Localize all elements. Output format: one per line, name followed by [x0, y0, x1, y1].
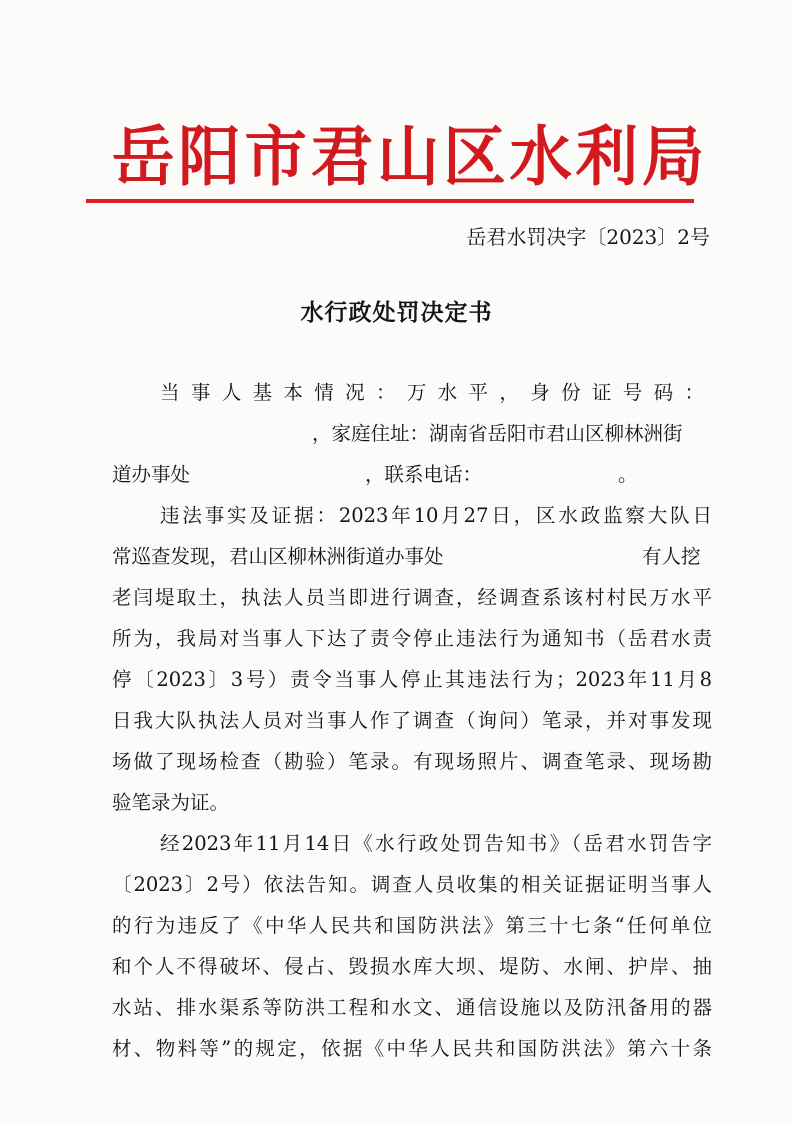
body-line-11: 验笔录为证。	[112, 791, 230, 814]
body-line-12: 经2023年11月14日《水行政处罚告知书》（岳君水罚告字	[160, 832, 712, 855]
body-line-14: 的行为违反了《中华人民共和国防洪法》第三十七条“任何单位	[112, 914, 712, 937]
body-line-1: 当事人基本情况：万水平，身份证号码：	[160, 381, 712, 404]
red-divider-line	[86, 199, 694, 203]
body-line-4: 违法事实及证据：2023年10月27日，区水政监察大队日	[160, 504, 712, 527]
body-line-9: 日我大队执法人员对当事人作了调查（询问）笔录，并对事发现	[112, 709, 712, 732]
body-line-5	[112, 544, 712, 570]
body-line-2: ，家庭住址：湖南省岳阳市君山区柳林洲街	[312, 422, 683, 445]
document-number: 岳君水罚决字〔2023〕2号	[466, 225, 710, 249]
location-text: 常巡查发现，君山区柳林洲街道办事处	[112, 545, 444, 568]
address-end: 道办事处	[112, 463, 191, 486]
body-line-16: 水站、排水渠系等防洪工程和水文、通信设施以及防汛备用的器	[112, 996, 712, 1019]
org-letterhead: 岳阳市君山区水利局	[112, 119, 709, 195]
body-line-10: 场做了现场检查（勘验）笔录。有现场照片、调查笔录、现场勘	[112, 750, 712, 773]
line-end-period: 。	[618, 463, 638, 486]
body-line-3	[112, 462, 712, 488]
people-digging: 有人挖	[642, 545, 701, 568]
body-line-17: 材、物料等”的规定，依据《中华人民共和国防洪法》第六十条	[112, 1037, 712, 1060]
body-line-7: 所为，我局对当事人下达了责令停止违法行为通知书（岳君水责	[112, 627, 712, 650]
body-line-13: 〔2023〕2号）依法告知。调查人员收集的相关证据证明当事人	[112, 873, 712, 896]
body-line-6: 老闫堤取土，执法人员当即进行调查，经调查系该村村民万水平	[112, 586, 712, 609]
document-title: 水行政处罚决定书	[300, 300, 493, 326]
body-line-15: 和个人不得破坏、侵占、毁损水库大坝、堤防、水闸、护岸、抽	[112, 955, 712, 978]
body-line-8: 停〔2023〕3号）责令当事人停止其违法行为；2023年11月8	[112, 668, 712, 691]
phone-label: ，联系电话：	[365, 463, 483, 486]
